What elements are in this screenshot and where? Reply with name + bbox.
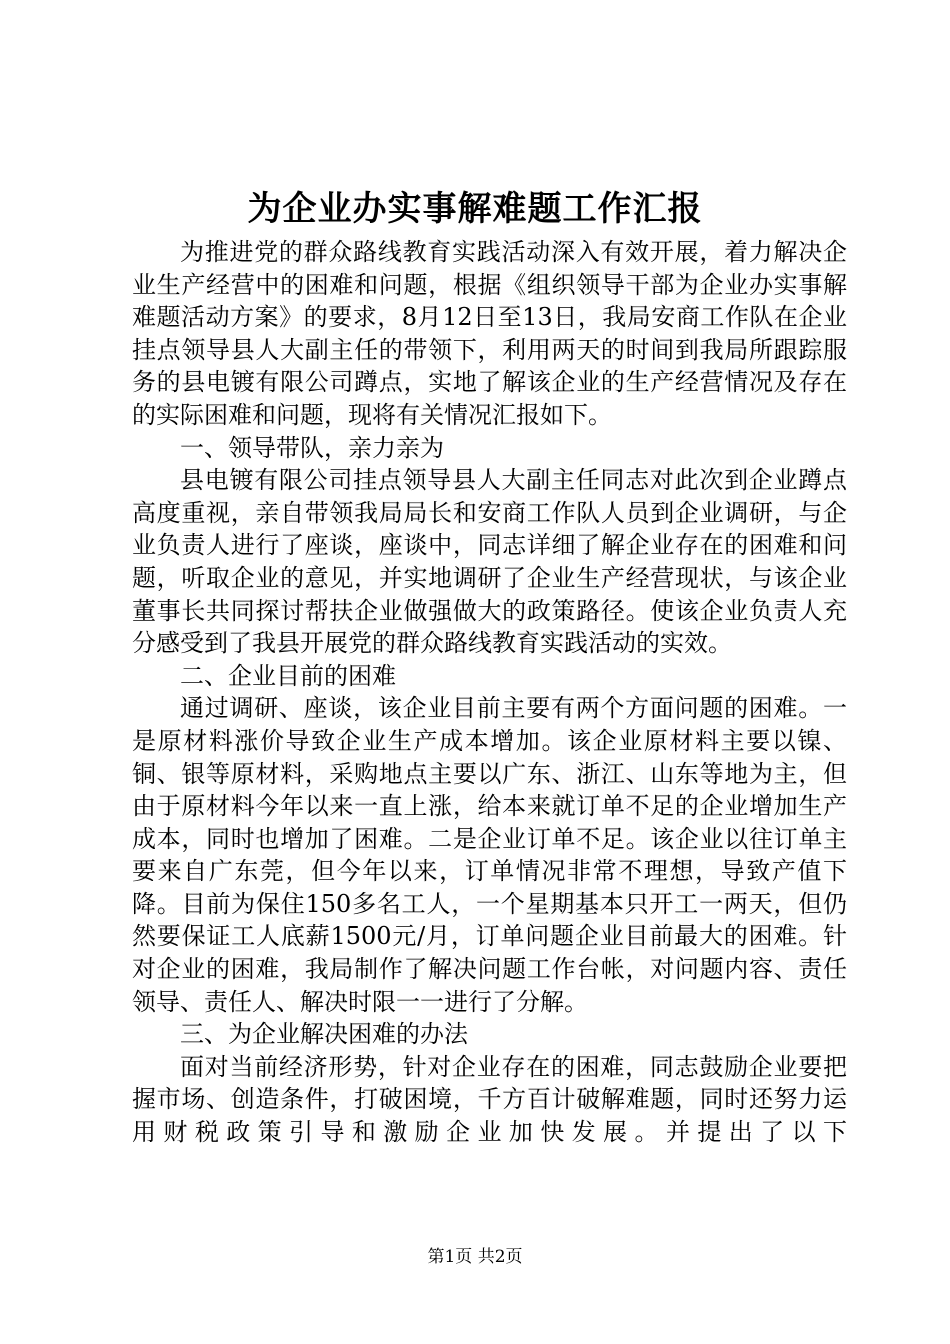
page-number-footer: 第1页 共2页 [427,1247,523,1267]
section-3-paragraph: 面对当前经济形势，针对企业存在的困难，同志鼓励企业要把握市场、创造条件，打破困境，千方百计破解难题，同时还努力运用财税政策引导和激励企业加快发展。并提出了以下 [132,1052,847,1147]
section-heading-3: 三、为企业解决困难的办法 [180,1020,468,1049]
section-2-paragraph: 通过调研、座谈，该企业目前主要有两个方面问题的困难。一是原材料涨价导致企业生产成本增加。该企业原材料主要以镍、铜、银等原材料，采购地点主要以广东、浙江、山东等地为主，但由于原材料今年以来一直上涨，给本来就订单不足的企业增加生产成本，同时也增加了困难。二是企业订单不足。该企业以往订单主要来自广东莞，但今年以来，订单情况非常不理想，导致产值下降。目前为保住150多名工人，一个星期基本只开工一两天，但仍然要保证工人底薪1500元/月，订单问题企业目前最大的困难。针对企业的困难，我局制作了解决问题工作台帐，对问题内容、责任领导、责任人、解决时限一一进行了分解。 [132,694,847,1016]
section-1-paragraph: 县电镀有限公司挂点领导县人大副主任同志对此次到企业蹲点高度重视，亲自带领我局局长和安商工作队人员到企业调研，与企业负责人进行了座谈，座谈中，同志详细了解企业存在的困难和问题，听取企业的意见，并实地调研了企业生产经营现状，与该企业董事长共同探讨帮扶企业做强做大的政策路径。使该企业负责人充分感受到了我县开展党的群众路线教育实践活动的实效。 [132,466,847,658]
document-body [132,236,847,1149]
document-title: 为企业办实事解难题工作汇报 [247,189,703,229]
intro-paragraph: 为推进党的群众路线教育实践活动深入有效开展，着力解决企业生产经营中的困难和问题，根据《组织领导干部为企业办实事解难题活动方案》的要求，8月12日至13日，我局安商工作队在企业挂点领导县人大副主任的带领下，利用两天的时间到我局所跟踪服务的县电镀有限公司蹲点，实地了解该企业的生产经营情况及存在的实际困难和问题，现将有关情况汇报如下。 [132,238,847,429]
section-heading-1: 一、领导带队，亲力亲为 [180,433,444,462]
section-heading-2: 二、企业目前的困难 [180,661,396,690]
